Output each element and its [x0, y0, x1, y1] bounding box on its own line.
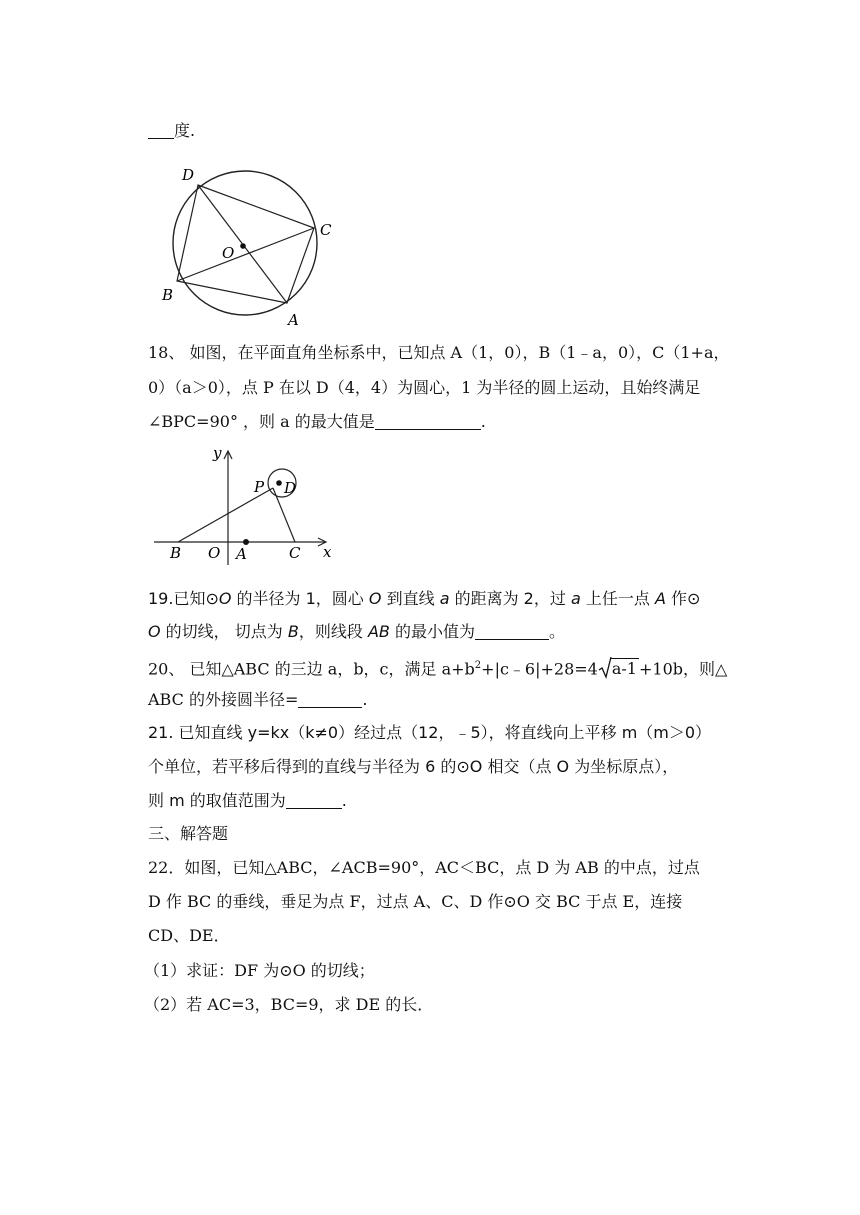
fig18-label-y: y — [213, 444, 222, 462]
q18-answer-blank[interactable] — [375, 411, 481, 430]
q17-unit: 度. — [174, 121, 196, 140]
q21-line-3 — [148, 790, 347, 812]
q20-answer-blank[interactable] — [298, 689, 362, 708]
section-3-title — [148, 823, 228, 845]
q20-text-a: 20、 已知△ABC 的三边 a，b，c，满足 a+b — [148, 659, 475, 679]
q18-number: 18、 — [148, 343, 185, 362]
fig18-label-a: A — [236, 545, 247, 563]
q21-end: . — [341, 791, 347, 810]
q22-part-2 — [144, 994, 433, 1016]
q19-t7: a — [570, 589, 581, 608]
q20-sqrt — [598, 658, 639, 680]
q19-answer-blank[interactable] — [475, 621, 549, 640]
q18-line-2 — [148, 377, 700, 399]
q22-part-1 — [144, 960, 375, 982]
q18-text-1: 如图，在平面直角坐标系中，已知点 A（1，0），B（1﹣a，0），C（1+a， — [189, 343, 730, 362]
fig17-label-c: C — [320, 221, 332, 239]
q19-u3: ，则线段 — [298, 622, 368, 641]
fig18-label-o: O — [208, 544, 221, 562]
q18-text-2: 0）（a＞0），点 P 在以 D（4，4）为圆心，1 为半径的圆上运动，且始终满足 — [148, 378, 701, 397]
fig18-label-x: x — [323, 543, 332, 561]
fig17-label-d: D — [182, 166, 195, 184]
q19-u5: 的最小值为 — [389, 622, 475, 641]
q20-line-2 — [148, 689, 367, 711]
fig18-label-p: P — [254, 478, 265, 496]
q18-end: . — [480, 412, 486, 431]
q21-text-3: 则 m 的取值范围为 — [148, 791, 286, 810]
q20-superscript: 2 — [474, 660, 482, 671]
q19-t3: O — [368, 589, 382, 608]
q19-line-2 — [148, 621, 565, 643]
q19-u2: B — [287, 622, 299, 641]
q20-text-b: +|c﹣6|+28=4 — [481, 659, 598, 679]
fig17-diagonal-bc — [177, 228, 314, 281]
section-3-label: 三、解答题 — [148, 824, 229, 843]
fig17-circle — [173, 171, 317, 315]
q20-text-d: ABC 的外接圆半径= — [148, 690, 299, 709]
q18-text-3: ∠BPC=90° ，则 a 的最大值是 — [148, 412, 375, 431]
q21-text-1: 21. 已知直线 y=kx（k≠0）经过点（12，﹣5），将直线向上平移 m（m＞0） — [148, 723, 712, 742]
q19-t0: 19.已知⊙ — [148, 589, 219, 608]
figure-18-coordinate — [150, 440, 350, 570]
q22-text-3: CD、DE． — [148, 926, 230, 945]
q19-t8: 上任一点 — [580, 589, 655, 608]
q20-line-1 — [148, 655, 727, 680]
q18-line-1 — [148, 342, 730, 364]
q20-text-c: +10b，则△ — [638, 659, 728, 679]
q22-text-1: 22．如图，已知△ABC，∠ACB=90°，AC＜BC，点 D 为 AB 的中点，过点 — [148, 858, 700, 877]
fig17-quadrilateral — [177, 185, 314, 303]
fig18-segment-bp — [178, 488, 273, 542]
q19-t1: O — [218, 589, 232, 608]
q19-t10: 作⊙ — [665, 589, 701, 608]
q19-u0: O — [148, 622, 161, 641]
q17-answer-line — [148, 120, 195, 142]
q21-text-2: 个单位，若平移后得到的直线与半径为 6 的⊙O 相交（点 O 为坐标原点）， — [148, 757, 679, 776]
q19-t6: 的距离为 2，过 — [449, 589, 571, 608]
q19-line-1 — [148, 588, 700, 610]
q22-part-1-text: （1）求证：DF 为⊙O 的切线； — [144, 961, 375, 980]
q17-answer-blank[interactable] — [148, 120, 174, 139]
q19-t4: 到直线 — [381, 589, 440, 608]
q22-line-1 — [148, 857, 700, 879]
q20-radicand: a-1 — [611, 659, 637, 679]
q19-t9: A — [654, 589, 666, 608]
q19-u4: AB — [367, 622, 390, 641]
fig18-center-d — [276, 480, 282, 486]
q21-line-2 — [148, 756, 678, 778]
q19-t5: a — [439, 589, 450, 608]
fig17-label-b: B — [162, 286, 174, 304]
q19-u1: 的切线， 切点为 — [160, 622, 288, 641]
q22-line-2 — [148, 891, 682, 913]
q22-line-3 — [148, 925, 230, 947]
figure-17-circle — [150, 160, 350, 335]
q21-line-1 — [148, 722, 711, 744]
fig17-label-o: O — [222, 244, 235, 262]
fig18-label-d: D — [284, 479, 297, 497]
q20-end: . — [362, 690, 368, 709]
q19-u6: 。 — [548, 622, 565, 641]
q21-answer-blank[interactable] — [286, 790, 342, 809]
q18-line-3 — [148, 411, 486, 433]
fig18-label-b: B — [170, 544, 182, 562]
q20-radical-sign — [598, 656, 612, 680]
q22-text-2: D 作 BC 的垂线，垂足为点 F，过点 A、C、D 作⊙O 交 BC 于点 E，连接 — [148, 892, 683, 911]
fig17-center-point — [240, 243, 246, 249]
fig18-label-c: C — [289, 544, 301, 562]
q19-t2: 的半径为 1，圆心 — [231, 589, 369, 608]
fig17-label-a: A — [288, 311, 299, 329]
q22-part-2-text: （2）若 AC=3，BC=9，求 DE 的长． — [144, 995, 434, 1014]
